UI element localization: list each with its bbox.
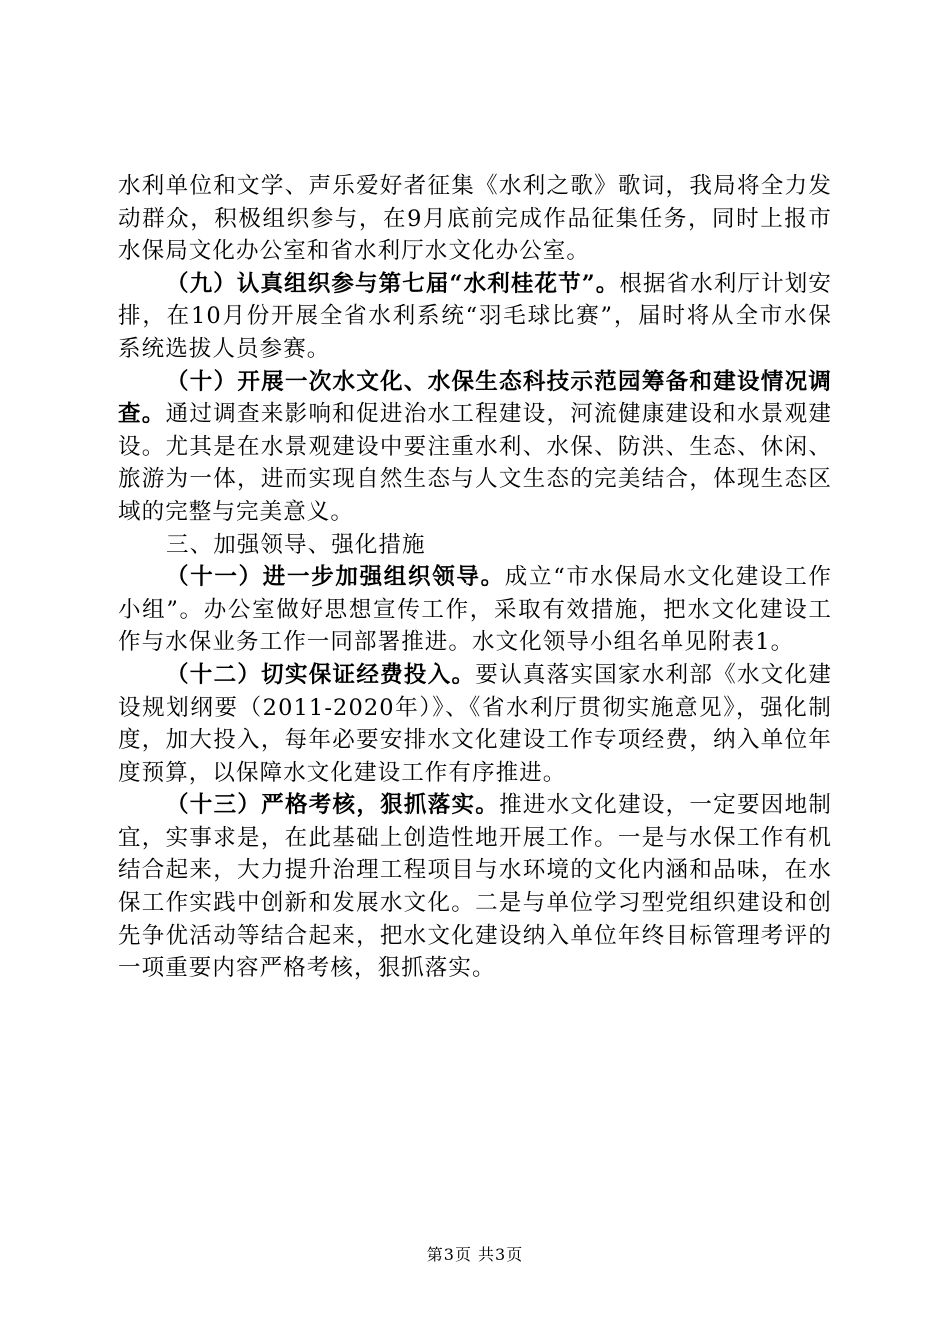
paragraph-heading: （十二）切实保证经费投入。 — [166, 661, 476, 688]
paragraph-item-13 — [118, 789, 832, 985]
paragraph-heading: （十一）进一步加强组织领导。 — [166, 564, 505, 591]
paragraph-item-10 — [118, 366, 832, 529]
paragraph-text: 水利单位和文学、声乐爱好者征集《水利之歌》歌词，我局将全力发动群众，积极组织参与，在9月底前完成作品征集任务，同时上报市水保局文化办公室和省水利厅水文化办公室。 — [118, 173, 832, 265]
paragraph-text: 成立“市水保局水文化建设工作小组”。办公室做好思想宣传工作，采取有效措施，把水文化建设工作与水保业务工作一同部署推进。水文化领导小组名单见附表1。 — [118, 564, 832, 656]
paragraph-text: 根据省水利厅计划安排，在10月份开展全省水利系统“羽毛球比赛”，届时将从全市水保系统选拔人员参赛。 — [118, 270, 832, 362]
paragraph-item-11 — [118, 561, 832, 659]
paragraph-continuation — [118, 170, 832, 268]
paragraph-text: 推进水文化建设，一定要因地制宜，实事求是，在此基础上创造性地开展工作。一是与水保工作有机结合起来，大力提升治理工程项目与水环境的文化内涵和品味，在水保工作实践中创新和发展水文化。二是与单位学习型党组织建设和创先争优活动等结合起来，把水文化建设纳入单位年终目标管理考评的一项重要内容严格考核，狠抓落实。 — [118, 792, 832, 982]
paragraph-heading: （九）认真组织参与第七届“水利桂花节”。 — [166, 270, 620, 297]
paragraph-heading: （十三）严格考核，狠抓落实。 — [166, 792, 500, 819]
paragraph-heading: （十）开展一次水文化、水保生态科技示范园筹备和建设情况调查。 — [118, 368, 832, 428]
section-heading — [118, 529, 832, 562]
page-footer — [0, 1245, 950, 1265]
paragraph-item-9 — [118, 268, 832, 366]
page-number-label: 第3页 共3页 — [426, 1245, 524, 1264]
section-heading-text: 三、加强领导、强化措施 — [166, 531, 426, 558]
paragraph-text: 要认真落实国家水利部《水文化建设规划纲要（2011-2020年）》、《省水利厅贯彻实施意见》，强化制度，加大投入，每年必要安排水文化建设工作专项经费，纳入单位年度预算，以保障水文化建设工作有序推进。 — [118, 661, 832, 786]
paragraph-item-12 — [118, 659, 832, 789]
paragraph-text: 通过调查来影响和促进治水工程建设，河流健康建设和水景观建设。尤其是在水景观建设中要注重水利、水保、防洪、生态、休闲、旅游为一体，进而实现自然生态与人文生态的完美结合，体现生态区域的完整与完美意义。 — [118, 401, 832, 525]
document-body — [118, 170, 832, 985]
